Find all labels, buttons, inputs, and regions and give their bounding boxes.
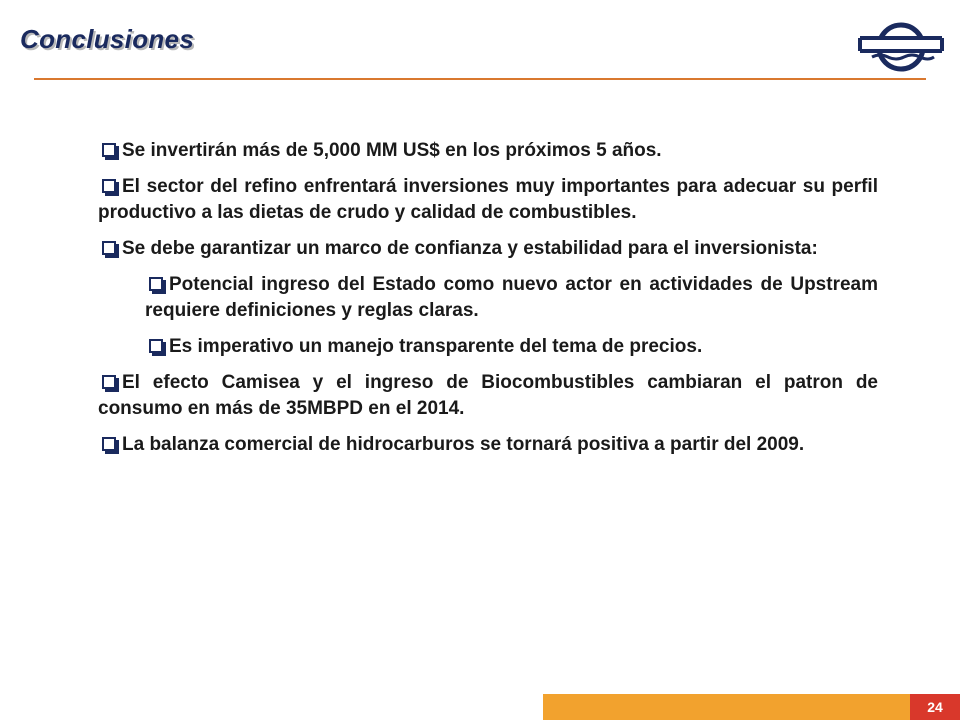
checkbox-bullet-icon [149, 277, 163, 291]
bullet-item [98, 432, 878, 458]
checkbox-bullet-icon [102, 437, 116, 451]
checkbox-bullet-icon [149, 339, 163, 353]
sub-bullet-item [145, 272, 878, 324]
checkbox-bullet-icon [102, 143, 116, 157]
checkbox-bullet-icon [102, 375, 116, 389]
sub-bullet-item [145, 334, 878, 360]
bullet-item [98, 236, 878, 262]
bullet-text: Se debe garantizar un marco de confianza y estabilidad para el inversionista: [122, 238, 818, 259]
bullet-item [98, 174, 878, 226]
bullet-text: Potencial ingreso del Estado como nuevo actor en actividades de Upstream requiere definiciones y reglas claras. [145, 274, 878, 321]
title-divider [34, 78, 926, 80]
bullet-list [98, 138, 878, 468]
page-number: 24 [910, 694, 960, 720]
bullet-text: Es imperativo un manejo transparente del tema de precios. [169, 336, 703, 357]
bullet-item [98, 370, 878, 422]
checkbox-bullet-icon [102, 241, 116, 255]
slide-title: Conclusiones [20, 24, 195, 54]
footer-bar [543, 694, 910, 720]
bullet-item [98, 138, 878, 164]
bullet-text: El efecto Camisea y el ingreso de Biocombustibles cambiaran el patron de consumo en más de 35MBPD en el 2014. [98, 372, 878, 419]
company-logo-icon [858, 20, 944, 74]
bullet-text: Se invertirán más de 5,000 MM US$ en los próximos 5 años. [122, 140, 662, 161]
bullet-text: El sector del refino enfrentará inversiones muy importantes para adecuar su perfil productivo a las dietas de crudo y calidad de combustibles. [98, 176, 878, 223]
bullet-text: La balanza comercial de hidrocarburos se tornará positiva a partir del 2009. [122, 434, 805, 455]
checkbox-bullet-icon [102, 179, 116, 193]
